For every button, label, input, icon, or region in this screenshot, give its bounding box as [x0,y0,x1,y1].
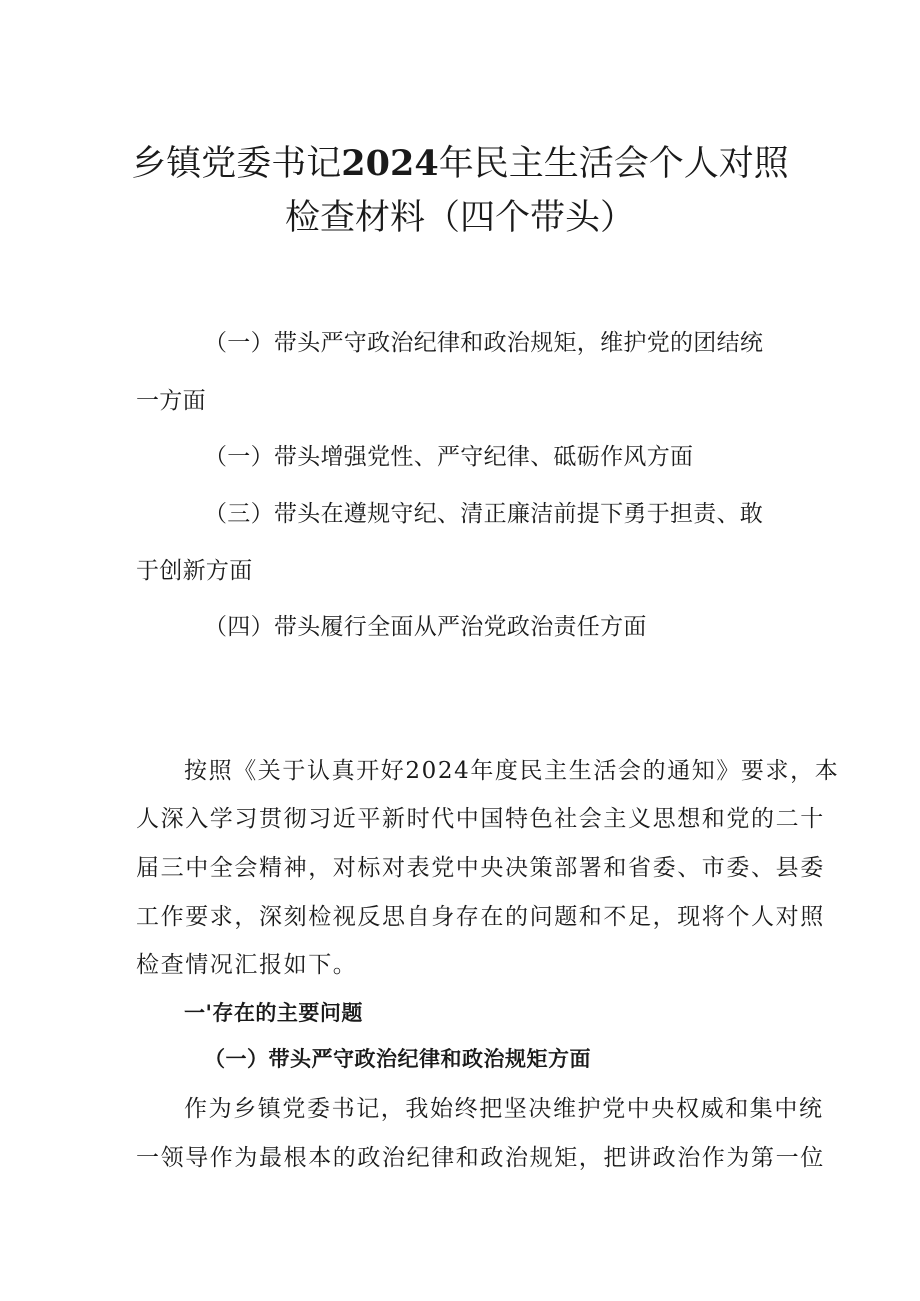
document-title-line2: 检查材料（四个带头） [284,198,635,238]
intro-line-4: 工作要求，深刻检视反思自身存在的问题和不足，现将个人对照 [136,904,825,930]
intro-line-1: 按照《关于认真开好2024年度民主生活会的通知》要求，本 [184,758,840,784]
intro-line-3: 届三中全会精神，对标对表党中央决策部署和省委、市委、县委 [136,855,825,881]
outline-item-1-line2: 一方面 [136,388,206,414]
paragraph-1-line-2: 一领导作为最根本的政治纪律和政治规矩，把讲政治作为第一位 [136,1145,825,1171]
section-heading-1: 一'存在的主要问题 [184,1000,363,1025]
paragraph-1-line-1: 作为乡镇党委书记，我始终把坚决维护党中央权威和集中统 [184,1096,824,1122]
intro-line-5: 检查情况汇报如下。 [136,952,358,978]
outline-item-1-line1: （一）带头严守政治纪律和政治规矩，维护党的团结统 [204,330,764,356]
subsection-heading-1: （一）带头严守政治纪律和政治规矩方面 [204,1046,591,1071]
title-text-post: 年民主生活会个人对照 [438,144,789,184]
outline-item-2: （一）带头增强党性、严守纪律、砥砺作风方面 [204,444,694,470]
title-text-pre: 乡镇党委书记 [131,144,342,184]
outline-item-3-line1: （三）带头在遵规守纪、清正廉洁前提下勇于担责、敢 [204,501,764,527]
outline-item-4: （四）带头履行全面从严治党政治责任方面 [204,614,647,640]
intro-line-2: 人深入学习贯彻习近平新时代中国特色社会主义思想和党的二十 [136,806,825,832]
outline-item-3-line2: 于创新方面 [136,558,253,584]
title-year: 2024 [341,143,439,184]
